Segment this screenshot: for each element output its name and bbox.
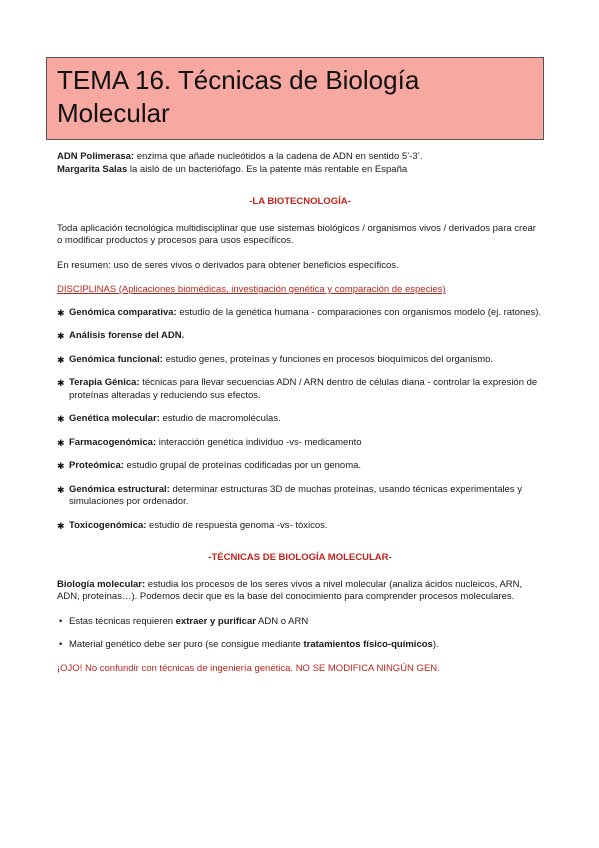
discipline-term: Farmacogenómica: bbox=[69, 436, 157, 448]
intro-text-1: enzima que añade nucleótidos a la cadena de ADN en sentido 5’-3’. bbox=[134, 151, 423, 162]
point-text: Material genético debe ser puro (se consigue mediante bbox=[69, 639, 304, 650]
point-bold: tratamientos físico-químicos bbox=[303, 639, 433, 650]
summary-text: En resumen: uso de seres vivos o derivados para obtener beneficios específicos. bbox=[57, 259, 399, 271]
discipline-term: Genómica estructural: bbox=[69, 483, 170, 495]
discipline-term: Terapia Génica: bbox=[69, 377, 140, 388]
asterisk-bullet-icon: ✱ bbox=[57, 484, 65, 495]
discipline-text: estudio grupal de proteínas codificadas por un genoma. bbox=[123, 460, 362, 471]
disciplines-list bbox=[57, 307, 543, 533]
molecular-bio-term: Biología molecular: bbox=[57, 578, 146, 590]
list-item bbox=[57, 437, 543, 450]
discipline-text: estudio de respuesta genoma -vs- tóxicos. bbox=[146, 519, 328, 531]
discipline-text: técnicas para llevar secuencias ADN / ARN dentro de células diana - controlar la expresión de proteínas alteradas y reduciendo sus efectos. bbox=[69, 377, 538, 401]
discipline-text: estudio de la genética humana - comparaciones con organismos modelo (ej. ratones). bbox=[176, 306, 542, 318]
dot-bullet-icon: • bbox=[59, 615, 63, 627]
list-item bbox=[57, 354, 543, 367]
intro-term-salas: Margarita Salas bbox=[57, 163, 128, 175]
asterisk-bullet-icon: ✱ bbox=[57, 354, 65, 365]
list-item bbox=[57, 484, 543, 509]
point-bold: extraer y purificar bbox=[175, 615, 256, 627]
discipline-term: Proteómica: bbox=[69, 460, 124, 471]
discipline-term: Genómica funcional: bbox=[69, 353, 163, 365]
list-item bbox=[57, 520, 543, 533]
discipline-term: Toxicogenómica: bbox=[69, 519, 147, 531]
intro-term-polimerasa: ADN Polimerasa: bbox=[57, 151, 135, 162]
intro-text-2: la aisló de un bacteriófago. Es la patente más rentable en España bbox=[127, 163, 408, 175]
warning-text: ¡OJO! No confundir con técnicas de ingeniería genética. NO SE MODIFICA NINGÚN GEN. bbox=[57, 662, 440, 674]
list-item bbox=[57, 616, 543, 629]
list-item bbox=[57, 413, 543, 426]
techniques-heading: -TÉCNICAS DE BIOLOGÍA MOLECULAR- bbox=[208, 552, 392, 563]
list-item bbox=[57, 307, 543, 320]
asterisk-bullet-icon: ✱ bbox=[57, 414, 65, 424]
biotech-definition: Toda aplicación tecnológica multidisciplinar que use sistemas biológicos / organismos vivos / derivados para crear o modificar productos y procesos para usos específicos. bbox=[57, 222, 536, 246]
page-title bbox=[57, 64, 533, 130]
title-box bbox=[46, 57, 544, 140]
point-text: Estas técnicas requieren bbox=[69, 615, 176, 627]
list-item bbox=[57, 460, 543, 473]
discipline-text: determinar estructuras 3D de muchas proteínas, usando técnicas experimentales y simulaciones por ordenador. bbox=[69, 483, 523, 507]
asterisk-bullet-icon: ✱ bbox=[57, 520, 65, 531]
intro-line-2 bbox=[57, 164, 543, 177]
asterisk-bullet-icon: ✱ bbox=[57, 331, 65, 341]
intro-line-1 bbox=[57, 151, 543, 164]
point-text: ). bbox=[432, 639, 439, 650]
discipline-text: estudio genes, proteínas y funciones en procesos bioquímicos del organismo. bbox=[162, 353, 494, 365]
list-item bbox=[57, 377, 543, 402]
discipline-text: estudio de macromoléculas. bbox=[159, 413, 281, 424]
asterisk-bullet-icon: ✱ bbox=[57, 437, 65, 448]
discipline-term: Análisis forense del ADN. bbox=[69, 330, 185, 341]
asterisk-bullet-icon: ✱ bbox=[57, 378, 65, 388]
list-item bbox=[57, 639, 543, 652]
list-item bbox=[57, 330, 543, 343]
asterisk-bullet-icon: ✱ bbox=[57, 461, 65, 471]
title-line-2: Molecular bbox=[57, 98, 170, 128]
dot-bullet-icon: • bbox=[59, 639, 63, 650]
molecular-bio-paragraph bbox=[57, 579, 543, 604]
molecular-bio-text: estudia los procesos de los seres vivos a nivel molecular (analiza ácidos nucleicos, ARN, ADN, proteínas…). Podemos decir que es la base del conocimiento para comprender procesos moleculares. bbox=[57, 578, 523, 602]
title-line-1: TEMA 16. Técnicas de Biología bbox=[57, 65, 420, 95]
discipline-text: interacción genética individuo -vs- medicamento bbox=[156, 436, 362, 448]
disciplines-heading: DISCIPLINAS (Aplicaciones biomédicas, investigación genética y comparación de especies) bbox=[57, 284, 446, 295]
asterisk-bullet-icon: ✱ bbox=[57, 307, 65, 318]
discipline-term: Genómica comparativa: bbox=[69, 306, 177, 318]
biotech-heading: -LA BIOTECNOLOGÍA- bbox=[249, 196, 351, 207]
document-body bbox=[57, 151, 543, 675]
points-list bbox=[57, 616, 543, 652]
discipline-term: Genética molecular: bbox=[69, 413, 160, 424]
point-text: ADN o ARN bbox=[255, 615, 309, 627]
